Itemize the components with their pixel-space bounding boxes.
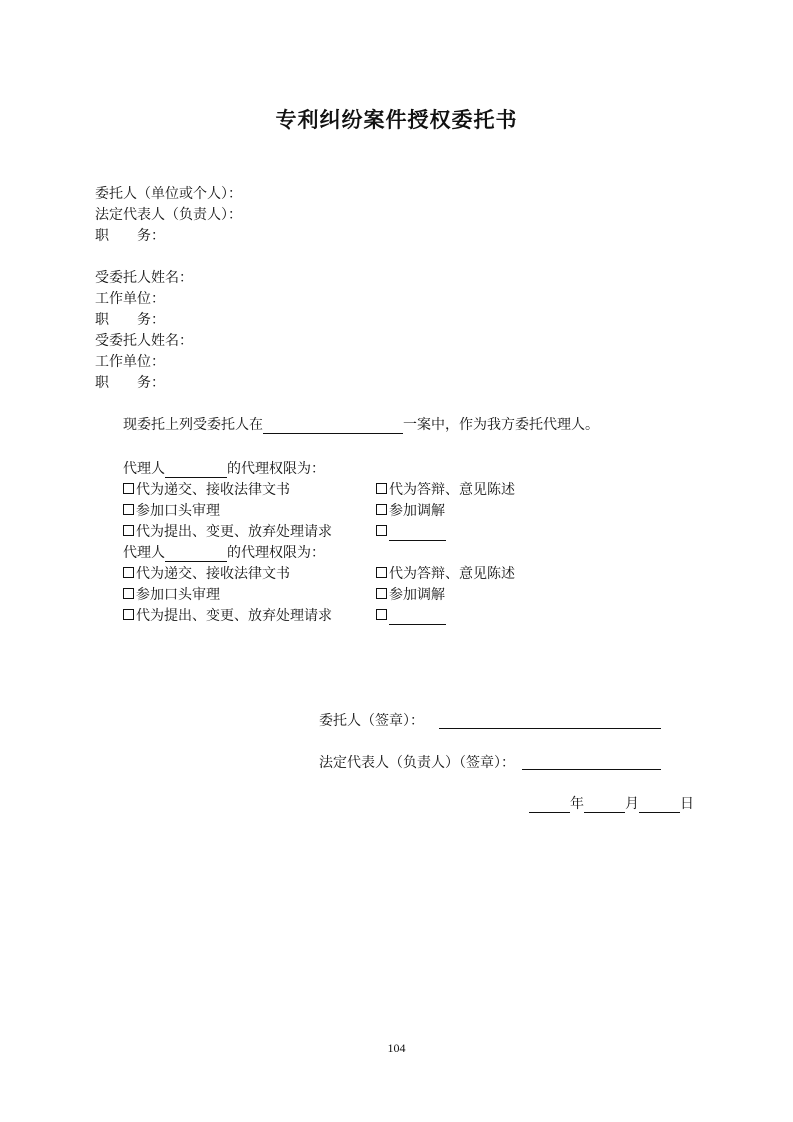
year-blank[interactable] bbox=[529, 797, 570, 813]
option-label: 代为答辩、意见陈述 bbox=[389, 482, 515, 498]
rep-sign-line[interactable] bbox=[522, 769, 661, 770]
client-sign-line[interactable] bbox=[439, 728, 661, 729]
statement-prefix: 现委托上列受委托人在 bbox=[123, 417, 263, 433]
option-label: 代为提出、变更、放弃处理请求 bbox=[136, 524, 332, 540]
checkbox-icon[interactable] bbox=[123, 483, 134, 494]
other-authority-blank[interactable] bbox=[389, 525, 446, 541]
authority2-other-option[interactable] bbox=[376, 607, 446, 625]
checkbox-icon[interactable] bbox=[123, 525, 134, 536]
client-label: 委托人（单位或个人）： bbox=[95, 186, 242, 202]
option-label: 代为递交、接收法律文书 bbox=[136, 566, 290, 582]
checkbox-icon[interactable] bbox=[123, 609, 134, 620]
option-label: 代为递交、接收法律文书 bbox=[136, 482, 290, 498]
checkbox-icon[interactable] bbox=[376, 567, 387, 578]
date-line bbox=[529, 795, 694, 813]
position-label: 职 务： bbox=[95, 228, 165, 244]
checkbox-icon[interactable] bbox=[376, 504, 387, 515]
option-label: 代为答辩、意见陈述 bbox=[389, 566, 515, 582]
agent2-name-blank[interactable] bbox=[165, 546, 227, 562]
checkbox-icon[interactable] bbox=[376, 525, 387, 536]
agent1-org-label: 工作单位： bbox=[95, 291, 165, 307]
authority2-option[interactable] bbox=[123, 586, 220, 604]
other-authority-blank[interactable] bbox=[389, 609, 446, 625]
client-sign-label: 委托人（签章）： bbox=[319, 713, 424, 729]
authority1-prefix: 代理人 bbox=[123, 461, 165, 477]
agent2-org-label: 工作单位： bbox=[95, 354, 165, 370]
day-label: 日 bbox=[680, 796, 694, 812]
agent1-name-blank[interactable] bbox=[165, 462, 227, 478]
authority2-option[interactable] bbox=[123, 607, 332, 625]
authority1-suffix: 的代理权限为： bbox=[227, 461, 325, 477]
page-number: 104 bbox=[387, 1041, 406, 1055]
authority1-option[interactable] bbox=[123, 481, 290, 499]
authority2-option[interactable] bbox=[376, 565, 515, 583]
authority1-other-option[interactable] bbox=[376, 523, 446, 541]
authority2-header bbox=[123, 544, 325, 562]
authority1-option[interactable] bbox=[123, 523, 332, 541]
agent1-position-label: 职 务： bbox=[95, 312, 165, 328]
checkbox-icon[interactable] bbox=[376, 483, 387, 494]
authority1-option[interactable] bbox=[376, 502, 445, 520]
agent1-name-label: 受委托人姓名： bbox=[95, 270, 193, 286]
option-label: 参加口头审理 bbox=[136, 587, 220, 603]
authority2-prefix: 代理人 bbox=[123, 545, 165, 561]
option-label: 参加调解 bbox=[389, 503, 445, 519]
checkbox-icon[interactable] bbox=[123, 504, 134, 515]
authority2-option[interactable] bbox=[376, 586, 445, 604]
checkbox-icon[interactable] bbox=[376, 588, 387, 599]
year-label: 年 bbox=[570, 796, 584, 812]
authority1-option[interactable] bbox=[123, 502, 220, 520]
authority1-option[interactable] bbox=[376, 481, 515, 499]
option-label: 代为提出、变更、放弃处理请求 bbox=[136, 608, 332, 624]
authority1-header bbox=[123, 460, 325, 478]
day-blank[interactable] bbox=[639, 797, 680, 813]
agent2-position-label: 职 务： bbox=[95, 375, 165, 391]
authority2-option[interactable] bbox=[123, 565, 290, 583]
legal-rep-label: 法定代表人（负责人）： bbox=[95, 207, 242, 223]
agent2-name-label: 受委托人姓名： bbox=[95, 333, 193, 349]
statement-line bbox=[123, 416, 599, 434]
month-blank[interactable] bbox=[584, 797, 625, 813]
checkbox-icon[interactable] bbox=[123, 588, 134, 599]
checkbox-icon[interactable] bbox=[123, 567, 134, 578]
checkbox-icon[interactable] bbox=[376, 609, 387, 620]
option-label: 参加调解 bbox=[389, 587, 445, 603]
page-title: 专利纠纷案件授权委托书 bbox=[275, 108, 518, 132]
rep-sign-label: 法定代表人（负责人）（签章）： bbox=[319, 755, 515, 771]
month-label: 月 bbox=[625, 796, 639, 812]
option-label: 参加口头审理 bbox=[136, 503, 220, 519]
statement-suffix: 一案中，作为我方委托代理人。 bbox=[403, 417, 599, 433]
case-name-blank[interactable] bbox=[263, 418, 403, 434]
authority2-suffix: 的代理权限为： bbox=[227, 545, 325, 561]
